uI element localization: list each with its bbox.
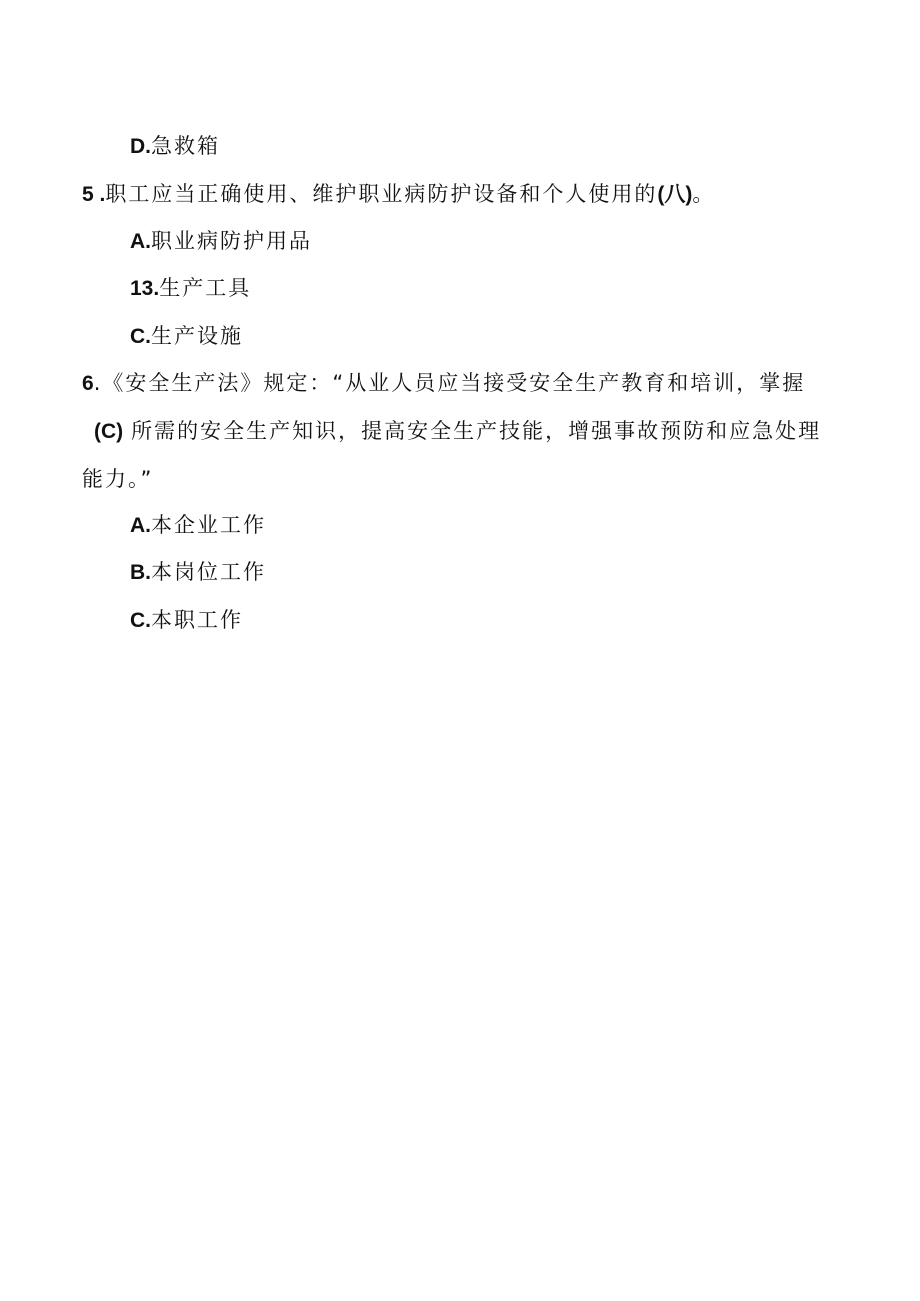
option-b bbox=[130, 273, 251, 304]
question-end-punctuation: 。 bbox=[692, 182, 716, 206]
option-text: 急救箱 bbox=[151, 134, 220, 158]
option-label: 13. bbox=[130, 277, 160, 300]
question-text: 所需的安全生产知识，提高安全生产技能，增强事故预防和应急处理 bbox=[131, 419, 822, 443]
option-label: C. bbox=[130, 325, 151, 348]
question-text: 职工应当正确使用、维护职业病防护设备和个人使用的 bbox=[105, 182, 658, 206]
question-6-line-2 bbox=[94, 416, 821, 447]
option-label: A. bbox=[130, 230, 151, 253]
option-text: 本企业工作 bbox=[151, 513, 266, 537]
option-label: C. bbox=[130, 609, 151, 632]
option-label: B. bbox=[130, 561, 151, 584]
option-label: D. bbox=[130, 135, 151, 158]
option-label: A. bbox=[130, 514, 151, 537]
option-c bbox=[130, 605, 243, 636]
option-b bbox=[130, 557, 266, 588]
question-number: 5 bbox=[82, 183, 94, 206]
option-text: 本职工作 bbox=[151, 608, 243, 632]
option-d-first-aid-kit bbox=[130, 131, 220, 162]
question-6-line-1 bbox=[82, 368, 805, 399]
option-text: 本岗位工作 bbox=[151, 560, 266, 584]
option-c bbox=[130, 321, 243, 352]
question-number: 6 bbox=[82, 372, 94, 395]
option-text: 生产工具 bbox=[159, 276, 252, 300]
answer-mark: (C) bbox=[94, 420, 124, 443]
question-6-line-3 bbox=[82, 464, 153, 494]
answer-mark: (八) bbox=[657, 183, 693, 206]
option-a bbox=[130, 510, 266, 541]
question-text: 能力。” bbox=[82, 467, 154, 491]
option-text: 职业病防护用品 bbox=[151, 229, 312, 253]
question-5 bbox=[82, 179, 715, 210]
option-a bbox=[130, 226, 312, 257]
question-text: .《安全生产法》规定：“从业人员应当接受安全生产教育和培训，掌握 bbox=[93, 371, 806, 395]
option-text: 生产设施 bbox=[151, 324, 243, 348]
question-separator: . bbox=[93, 183, 106, 206]
